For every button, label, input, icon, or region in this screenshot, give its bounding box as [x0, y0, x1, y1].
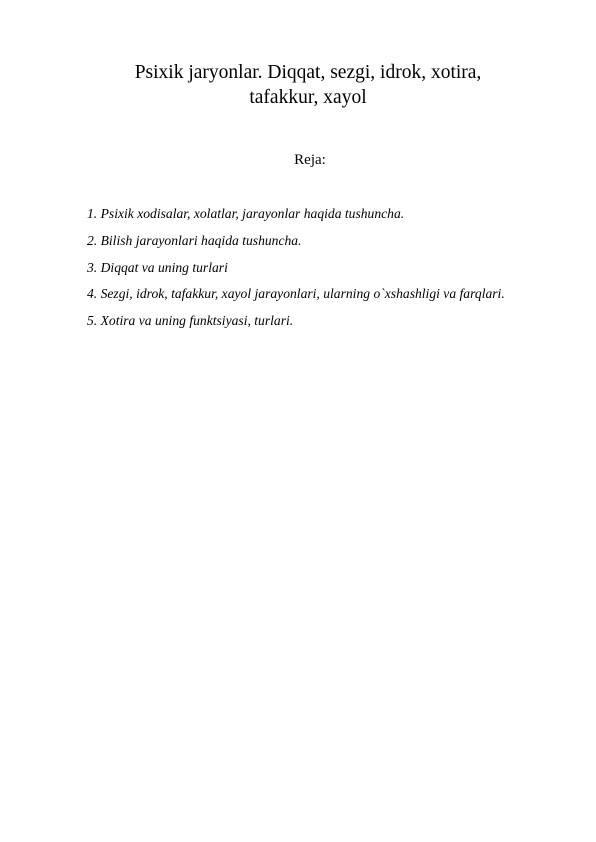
document-title	[60, 60, 556, 110]
plan-list	[87, 201, 552, 335]
plan-heading: Reja:	[294, 152, 326, 168]
plan-item-4: 4. Sezgi, idrok, tafakkur, xayol jarayonlari, ularning o`xshashligi va farqlari.	[87, 286, 505, 302]
plan-item-1: 1. Psixik xodisalar, xolatlar, jarayonlar haqida tushuncha.	[87, 206, 405, 221]
document-title-line-1: Psixik jaryonlar. Diqqat, sezgi, idrok, xotira,	[134, 62, 482, 83]
plan-item-3: 3. Diqqat va uning turlari	[87, 259, 228, 275]
document-title-line-2: tafakkur, xayol	[249, 87, 367, 108]
plan-item-2: 2. Bilish jarayonlari haqida tushuncha.	[87, 232, 302, 248]
plan-item-5: 5. Xotira va uning funktsiyasi, turlari.	[87, 313, 294, 329]
